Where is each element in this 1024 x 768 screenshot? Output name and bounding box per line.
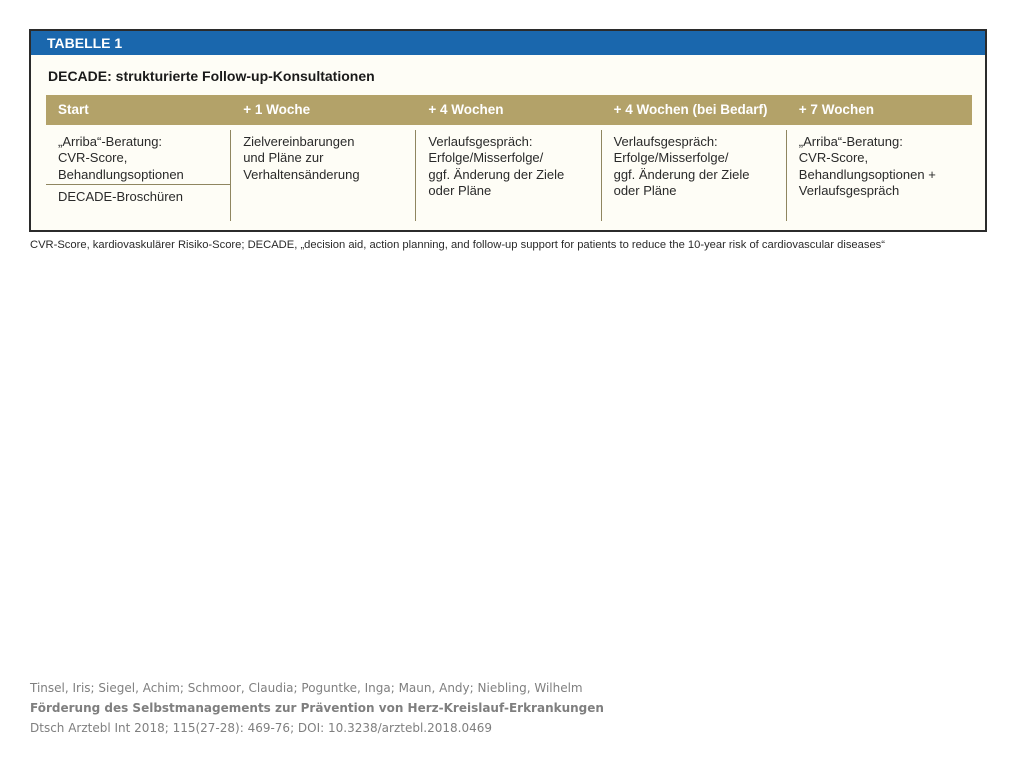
cell-line: „Arriba“-Beratung: (58, 134, 163, 149)
table-cell-week-4 (416, 130, 601, 221)
table-label: TABELLE 1 (31, 31, 985, 55)
column-header-week-7: + 7 Wochen (787, 95, 972, 130)
cell-line: oder Pläne (613, 183, 677, 199)
cell-line: ggf. Änderung der Ziele (613, 166, 750, 182)
cell-line: Behandlungsoptionen + (798, 166, 936, 182)
citation-authors: Tinsel, Iris; Siegel, Achim; Schmoor, Claudia; Poguntke, Inga; Maun, Andy; Niebling, Wilhelm (30, 681, 583, 695)
cell-line: oder Pläne (428, 183, 492, 199)
cell-line: CVR-Score, (58, 150, 128, 166)
cell-line: und Pläne zur (243, 150, 324, 166)
column-header-week-1: + 1 Woche (231, 95, 416, 130)
citation-journal: Dtsch Arztebl Int 2018; 115(27-28): 469-76; DOI: 10.3238/arztebl.2018.0469 (30, 721, 493, 735)
cell-line: Verhaltensänderung (243, 166, 360, 182)
cell-line: „Arriba“-Beratung: (798, 134, 903, 149)
cell-line: Verlaufsgespräch: (613, 134, 718, 149)
cell-line: Verlaufsgespräch (798, 183, 900, 199)
start-cell-brochures (46, 185, 230, 205)
table-title: DECADE: strukturierte Follow-up-Konsultationen (48, 68, 375, 84)
cell-line: DECADE-Broschüren (58, 189, 183, 204)
cell-line: Zielvereinbarungen (243, 134, 355, 149)
table-cell-week-1 (231, 130, 416, 221)
follow-up-table (46, 95, 972, 221)
table-cell-start (46, 130, 231, 221)
cell-line: CVR-Score, (798, 150, 869, 166)
column-header-start: Start (46, 95, 231, 130)
table-footnote: CVR-Score, kardiovaskulärer Risiko-Score; DECADE, „decision aid, action planning, and follow-up support for patients to reduce the 10-year risk of cardiovascular diseases“ (30, 239, 885, 251)
cell-line: Verlaufsgespräch: (428, 134, 533, 149)
cell-line: Behandlungsoptionen (58, 166, 184, 182)
table-cell-week-4-optional (602, 130, 787, 221)
column-header-week-4: + 4 Wochen (416, 95, 601, 130)
table-cell-week-7 (787, 130, 972, 221)
cell-line: Erfolge/Misserfolge/ (613, 150, 729, 166)
start-cell-counseling (46, 130, 230, 185)
cell-line: Erfolge/Misserfolge/ (428, 150, 544, 166)
citation-title: Förderung des Selbstmanagements zur Prävention von Herz-Kreislauf-Erkrankungen (30, 701, 604, 715)
column-header-week-4-optional: + 4 Wochen (bei Bedarf) (602, 95, 787, 130)
cell-line: ggf. Änderung der Ziele (428, 166, 565, 182)
table-card (29, 29, 987, 232)
citation-block (30, 678, 604, 738)
